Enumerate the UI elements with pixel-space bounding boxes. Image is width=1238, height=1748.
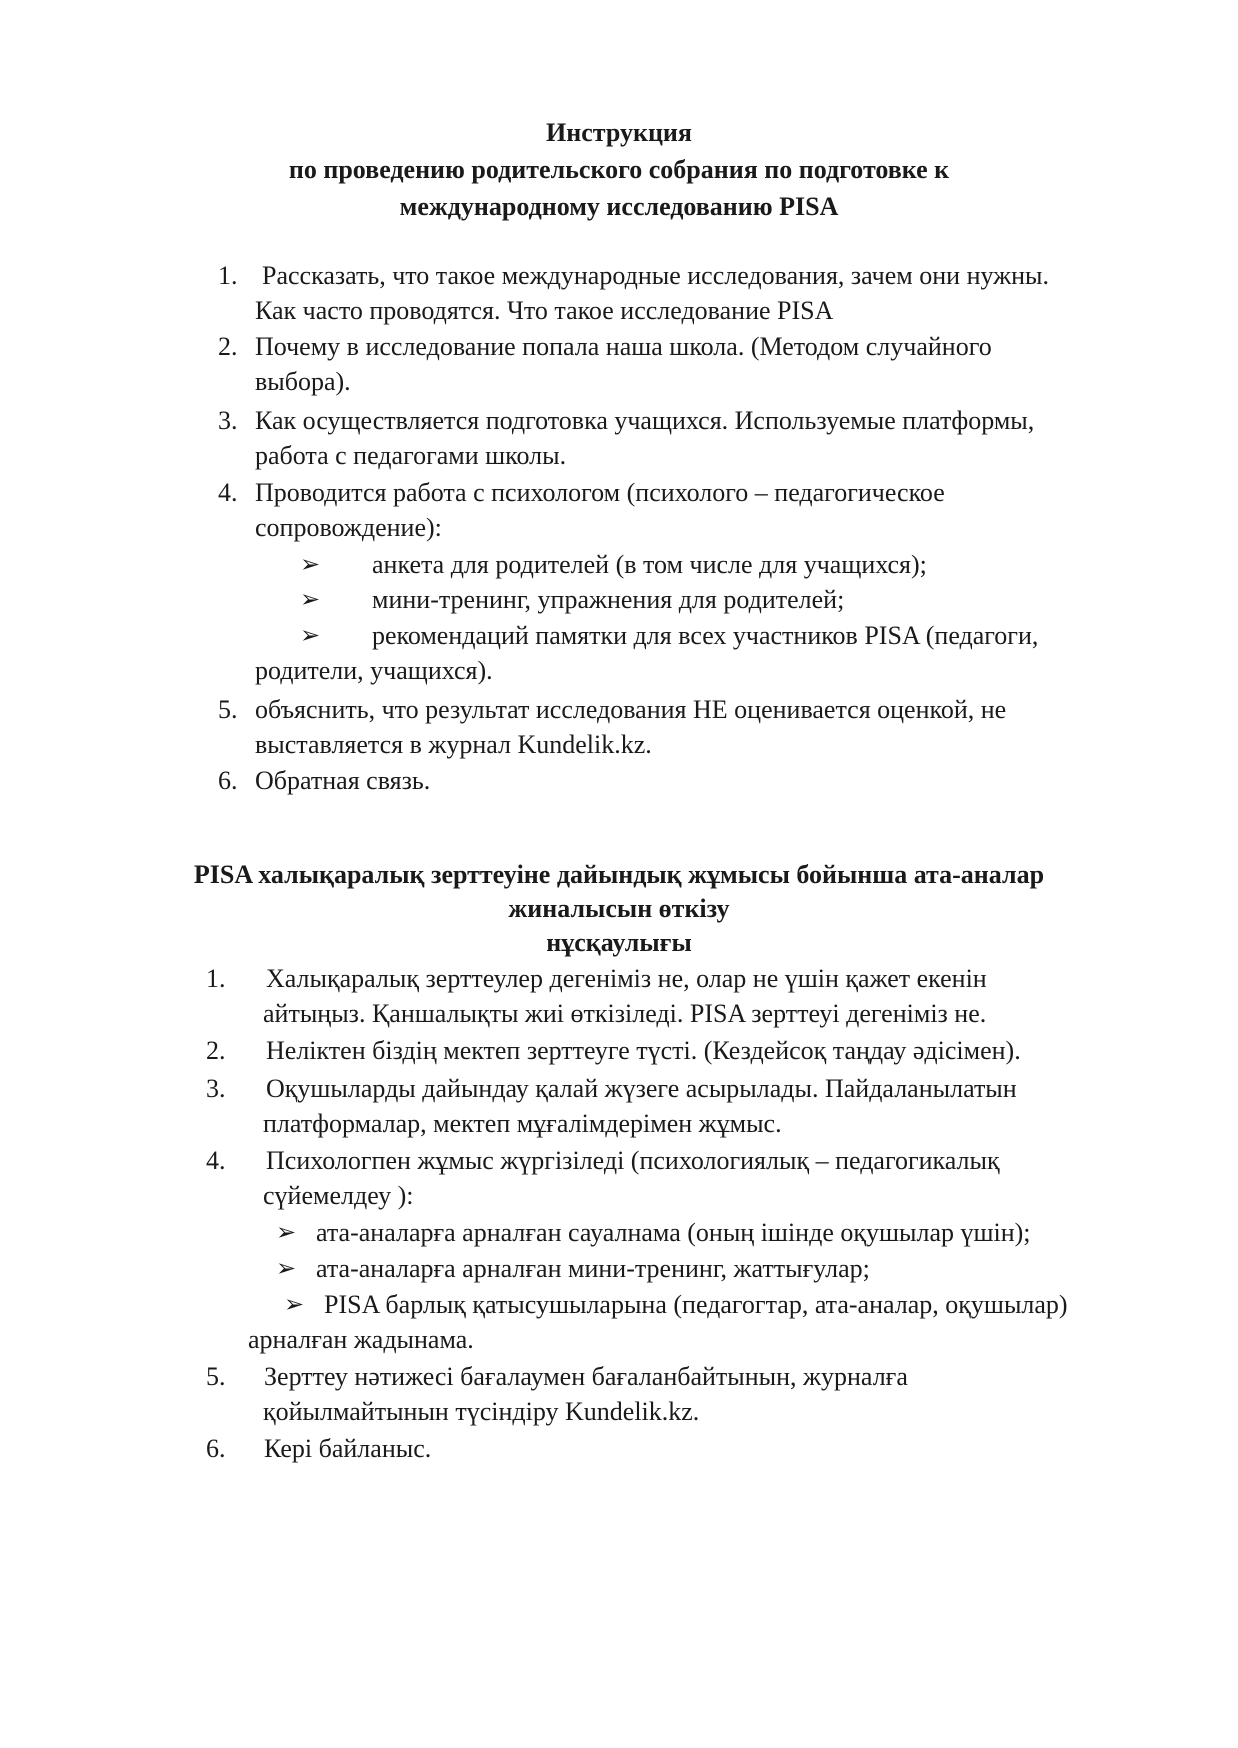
list-ru-item-4-line-1: Проводится работа с психологом (психолого – педагогическое: [255, 478, 945, 507]
list-kz-bullet-2: ата-аналарға арналған мини-тренинг, жаттығулар;: [316, 1254, 870, 1283]
list-ru-item-6-line-1: Обратная связь.: [255, 766, 431, 795]
title-kz-line-3: нұсқаулығы: [546, 928, 692, 957]
list-kz-item-6-line-1: Кері байланыс.: [264, 1434, 432, 1463]
title-kz-line-2: жиналысын өткізу: [508, 894, 730, 923]
list-kz-bullet-1: ата-аналарға арналған сауалнама (оның ішінде оқушылар үшін);: [316, 1218, 1031, 1247]
list-ru-number-1: 1.: [218, 261, 238, 290]
list-ru-item-3-line-1: Как осуществляется подготовка учащихся. Используемые платформы,: [255, 406, 1035, 435]
list-ru-number-5: 5.: [218, 695, 238, 724]
list-kz-item-2-line-1: Неліктен біздің мектеп зерттеуге түсті. (Кездейсоқ таңдау әдісімен).: [266, 1036, 1021, 1065]
list-ru-item-1-line-1: Рассказать, что такое международные исследования, зачем они нужны.: [262, 261, 1049, 290]
list-kz-item-1-line-1: Халықаралық зерттеулер дегеніміз не, олар не үшін қажет екенін: [266, 964, 987, 993]
list-ru-number-6: 6.: [218, 766, 238, 795]
list-ru-bullet-continuation: родители, учащихся).: [255, 656, 493, 685]
list-kz-bullet-3: PISA барлық қатысушыларына (педагогтар, ата-аналар, оқушылар): [324, 1290, 1068, 1319]
title-kz-line-1: PISA халықаралық зерттеуіне дайындық жұмысы бойынша ата-аналар: [193, 860, 1045, 889]
list-kz-item-5-line-2: қойылмайтынын түсіндіру Kundelik.kz.: [263, 1397, 700, 1426]
list-ru-item-1-line-2: Как часто проводятся. Что такое исследование PISA: [255, 296, 834, 325]
list-kz-item-3-line-2: платформалар, мектеп мұғалімдерімен жұмыс.: [263, 1109, 782, 1138]
list-ru-item-4-line-2: сопровождение):: [255, 513, 442, 542]
list-kz-item-4-line-1: Психологпен жұмыс жүргізіледі (психологиялық – педагогикалық: [266, 1146, 1000, 1175]
list-ru-number-3: 3.: [218, 406, 238, 435]
list-kz-number-1: 1.: [206, 964, 226, 993]
list-kz-number-2: 2.: [206, 1036, 226, 1065]
title-ru-line-2: по проведению родительского собрания по подготовке к: [288, 155, 950, 184]
title-ru-line-3: международному исследованию PISA: [399, 192, 839, 221]
list-kz-number-5: 5.: [206, 1362, 226, 1391]
arrow-bullet-icon: ➢: [300, 587, 321, 613]
list-kz-item-3-line-1: Оқушыларды дайындау қалай жүзеге асырылады. Пайдаланылатын: [266, 1074, 1017, 1103]
list-ru-item-5-line-2: выставляется в журнал Kundelik.kz.: [255, 730, 652, 759]
list-ru-bullet-3: рекомендаций памятки для всех участников PISA (педагоги,: [372, 621, 1039, 650]
list-ru-number-2: 2.: [218, 332, 238, 361]
list-kz-number-6: 6.: [206, 1434, 226, 1463]
arrow-bullet-icon: ➢: [276, 1220, 297, 1246]
arrow-bullet-icon: ➢: [284, 1292, 305, 1318]
list-kz-number-3: 3.: [206, 1074, 226, 1103]
list-kz-item-1-line-2: айтыңыз. Қаншалықты жиі өткізіледі. PISA зерттеуі дегеніміз не.: [263, 999, 987, 1028]
list-ru-item-2-line-1: Почему в исследование попала наша школа. (Методом случайного: [255, 332, 992, 361]
arrow-bullet-icon: ➢: [276, 1256, 297, 1282]
list-ru-item-3-line-2: работа с педагогами школы.: [255, 441, 567, 470]
arrow-bullet-icon: ➢: [300, 552, 321, 578]
list-kz-item-5-line-1: Зерттеу нәтижесі бағалаумен бағаланбайтынын, журналға: [264, 1362, 908, 1391]
list-ru-item-2-line-2: выбора).: [255, 367, 351, 396]
list-kz-bullet-continuation: арналған жадынама.: [248, 1325, 474, 1354]
list-ru-item-5-line-1: объяснить, что результат исследования НЕ оценивается оценкой, не: [255, 695, 1007, 724]
list-ru-bullet-1: анкета для родителей (в том числе для учащихся);: [372, 550, 927, 579]
list-ru-bullet-2: мини-тренинг, упражнения для родителей;: [372, 585, 845, 614]
title-ru-line-1: Инструкция: [546, 118, 692, 147]
list-ru-number-4: 4.: [218, 478, 238, 507]
arrow-bullet-icon: ➢: [300, 623, 321, 649]
list-kz-number-4: 4.: [206, 1146, 226, 1175]
list-kz-item-4-line-2: сүйемелдеу ):: [263, 1181, 414, 1210]
